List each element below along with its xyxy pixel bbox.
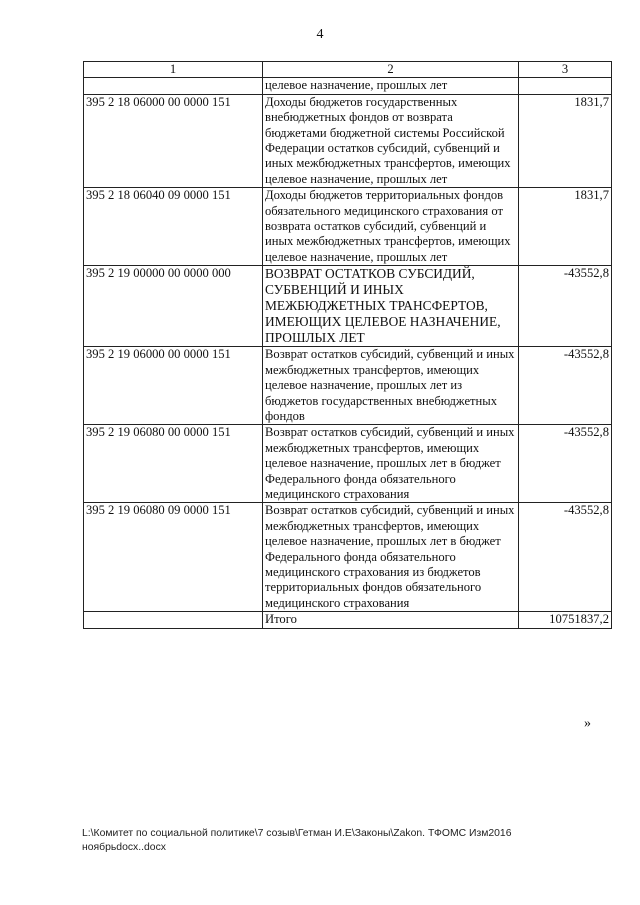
continuation-amount-cell [519,78,612,94]
header-row [84,62,612,78]
row-code: 395 2 18 06040 09 0000 151 [84,188,263,266]
header-col-2: 2 [263,62,519,78]
total-amount: 10751837,2 [519,612,612,628]
table-row [84,266,612,347]
budget-table [83,61,612,629]
continuation-code-cell [84,78,263,94]
row-description: Возврат остатков субсидий, субвенций и иных межбюджетных трансфертов, имеющих целевое назначение, прошлых лет из бюджетов государственных внебюджетных фондов [263,347,519,425]
row-description: Доходы бюджетов территориальных фондов обязательного медицинского страхования от возврата остатков субсидий, субвенций и иных межбюджетных трансфертов, имеющих целевое назначение, прошлых лет [263,188,519,266]
row-amount: -43552,8 [519,503,612,612]
table-row [84,188,612,266]
row-amount: 1831,7 [519,94,612,187]
row-code: 395 2 19 06000 00 0000 151 [84,347,263,425]
continuation-description: целевое назначение, прошлых лет [263,78,519,94]
table-row [84,94,612,187]
row-code: 395 2 18 06000 00 0000 151 [84,94,263,187]
file-path-line-2: ноябрьdocx..docx [82,842,166,853]
row-code: 395 2 19 00000 00 0000 000 [84,266,263,347]
total-label: Итого [263,612,519,628]
row-description: Доходы бюджетов государственных внебюджетных фондов от возврата бюджетами бюджетной системы Российской Федерации остатков субсидий, субвенций и иных межбюджетных трансфертов, имеющих целевое назначение, прошлых лет [263,94,519,187]
row-amount: 1831,7 [519,188,612,266]
header-col-1: 1 [84,62,263,78]
table-row [84,503,612,612]
table-row [84,347,612,425]
file-path-footer [82,827,602,855]
header-col-3: 3 [519,62,612,78]
page-number: 4 [316,27,324,42]
row-description: Возврат остатков субсидий, субвенций и иных межбюджетных трансфертов, имеющих целевое назначение, прошлых лет в бюджет Федерального фонда обязательного медицинского страхования из бюджетов территориальных фондов обязательного медицинского страхования [263,503,519,612]
total-code [84,612,263,628]
row-amount: -43552,8 [519,425,612,503]
row-code: 395 2 19 06080 00 0000 151 [84,425,263,503]
closing-quote: » [584,716,591,731]
continuation-row [84,78,612,94]
file-path-line-1: L:\Комитет по социальной политике\7 созыв\Гетман И.Е\Законы\Zakon. ТФОМС Изм2016 [82,828,512,839]
row-code: 395 2 19 06080 09 0000 151 [84,503,263,612]
row-amount: -43552,8 [519,347,612,425]
row-description: ВОЗВРАТ ОСТАТКОВ СУБСИДИЙ, СУБВЕНЦИЙ И ИНЫХ МЕЖБЮДЖЕТНЫХ ТРАНСФЕРТОВ, ИМЕЮЩИХ ЦЕЛЕВОЕ НАЗНАЧЕНИЕ, ПРОШЛЫХ ЛЕТ [263,266,519,347]
total-row [84,612,612,628]
row-amount: -43552,8 [519,266,612,347]
table-row [84,425,612,503]
row-description: Возврат остатков субсидий, субвенций и иных межбюджетных трансфертов, имеющих целевое назначение, прошлых лет в бюджет Федерального фонда обязательного медицинского страхования [263,425,519,503]
